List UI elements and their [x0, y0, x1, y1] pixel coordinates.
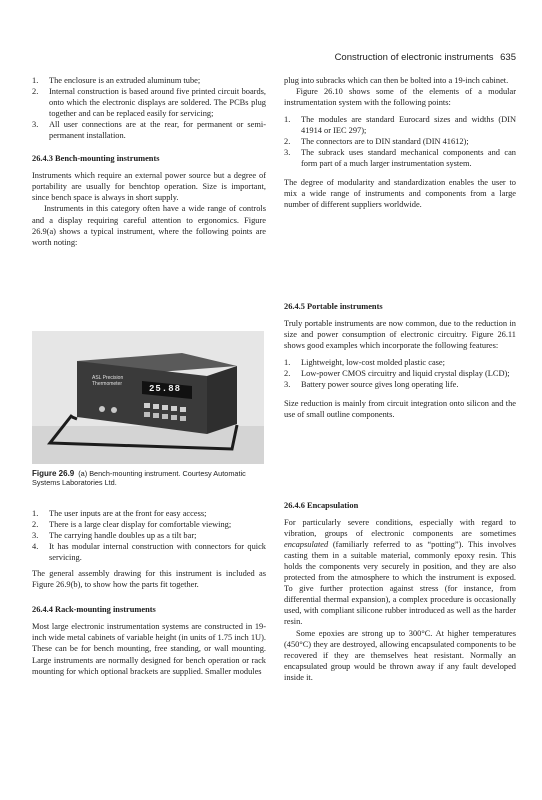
paragraph: Figure 26.10 shows some of the elements of a modular instrumentation system with the following points:	[284, 87, 516, 108]
paragraph: Instruments which require an external power source but a degree of portability are usually for benchtop operation. Size is important, since bench space is always in short supply.	[32, 171, 266, 203]
page-number: 635	[500, 52, 516, 63]
paragraph: The degree of modularity and standardization enables the user to mix a wide range of instruments and components from a large number of different suppliers worldwide.	[284, 178, 516, 210]
list-item: 2. There is a large clear display for comfortable viewing;	[32, 520, 232, 530]
running-head-title: Construction of electronic instruments	[334, 52, 494, 63]
paragraph: Size reduction is mainly from circuit integration onto silicon and the use of small outline components.	[284, 399, 516, 420]
right-column-top	[284, 75, 516, 211]
instrument-illustration	[32, 331, 264, 464]
enclosure-list	[32, 75, 266, 141]
feature-list	[32, 508, 266, 563]
figure-label: Figure 26.9	[32, 469, 75, 478]
right-column-bottom	[284, 500, 516, 683]
list-item: 2. Internal construction is based around five printed circuit boards, onto which the electronic displays are soldered. The PCBs plug together and can be replaced easily for servicing;	[32, 87, 266, 119]
right-column-middle	[284, 301, 516, 420]
section-heading: 26.4.5 Portable instruments	[284, 302, 383, 311]
paragraph: Some epoxies are strong up to 300°C. At higher temperatures (450°C) they are destroyed, allowing encapsulated components to be recovered if they are themselves heat resistant. Normally an encapsulated group would be thrown away if any fault developed inside it.	[284, 628, 516, 682]
paragraph: Truly portable instruments are now common, due to the reduction in size and power consumption of electronic circuitry. Figure 26.11 shows good examples which incorporate the following features:	[284, 319, 516, 351]
display-readout: 25.88	[149, 384, 182, 394]
left-column-top	[32, 75, 266, 248]
list-item: 1. The user inputs are at the front for easy access;	[32, 509, 207, 518]
paragraph: For particularly severe conditions, especially with regard to vibration, groups of electronic components are sometimes encapsulated (familiarly referred to as “potting”). This involves casting them in a suitable material, commonly epoxy resin. This holds the components very securely in position, and they are also protected from the atmosphere to which the instrument is exposed. To give further protection against stress (for instance, from differential thermal expansion), a complex procedure is occasionally used, with compliant silicone rubber introduced as well as the harder resin.	[284, 518, 516, 627]
list-item: 4. It has modular internal construction with connectors for quick servicing.	[32, 542, 266, 563]
paragraph: plug into subracks which can then be bolted into a 19-inch cabinet.	[284, 76, 509, 85]
list-item: 3. The carrying handle doubles up as a tilt bar;	[32, 531, 197, 541]
list-item: 3. The subrack uses standard mechanical components and can form part of a much larger instrumentation system.	[284, 148, 516, 169]
list-item: 1. The enclosure is an extruded aluminum tube;	[32, 76, 201, 85]
list-item: 3. Battery power source gives long operating life.	[284, 380, 459, 390]
figure-caption-text: (a) Bench-mounting instrument. Courtesy Automatic Systems Laboratories Ltd.	[32, 469, 246, 488]
section-heading: 26.4.6 Encapsulation	[284, 501, 359, 510]
figure-caption	[32, 469, 266, 488]
section-heading: 26.4.3 Bench-mounting instruments	[32, 154, 160, 164]
emphasis: encapsulated	[284, 540, 329, 550]
paragraph: The general assembly drawing for this instrument is included as Figure 26.9(b), to show how the parts fit together.	[32, 569, 266, 590]
list-item: 3. All user connections are at the rear, for permanent or semi-permanent installation.	[32, 120, 266, 141]
paragraph: Instruments in this category often have a wide range of controls and a display requiring careful attention to ergonomics. Figure 26.9(a) shows a typical instrument, where the following points are worth noting:	[32, 204, 266, 247]
paragraph: Most large electronic instrumentation systems are constructed in 19-inch wide metal cabinets of variable height (in units of 1.75 inch 1U). These can be for bench mounting, free standing, or wall mounting. Large instruments are normally designed for bench operation or rack mounting for which optional brackets are supplied. Smaller modules	[32, 622, 266, 676]
list-item: 1. Lightweight, low-cost molded plastic case;	[284, 358, 445, 368]
bench-instrument-photo	[32, 331, 264, 464]
list-item: 2. The connectors are to DIN standard (DIN 41612);	[284, 137, 469, 147]
running-head	[298, 52, 516, 63]
portable-features-list	[284, 357, 516, 390]
section-heading: 26.4.4 Rack-mounting instruments	[32, 605, 156, 615]
left-column-bottom	[32, 508, 266, 677]
list-item: 1. The modules are standard Eurocard sizes and widths (DIN 41914 or IEC 297);	[284, 115, 516, 136]
modular-list	[284, 114, 516, 169]
front-panel-label: ASL Precision Thermometer	[92, 375, 124, 387]
list-item: 2. Low-power CMOS circuitry and liquid crystal display (LCD);	[284, 369, 510, 379]
